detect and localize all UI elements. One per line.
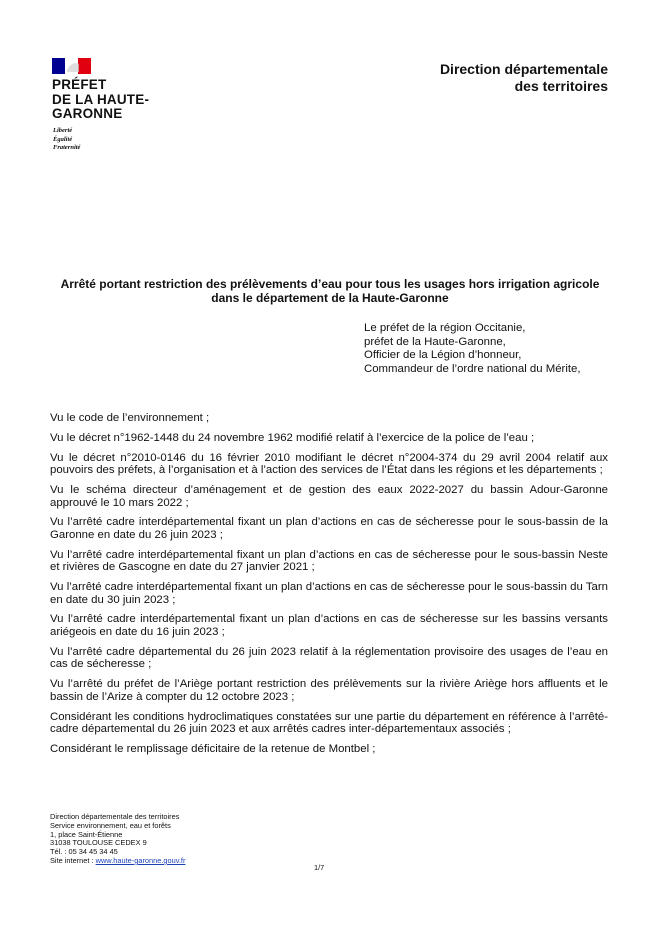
- qualification-line: Commandeur de l’ordre national du Mérite,: [364, 362, 581, 375]
- visas-list: [50, 412, 608, 763]
- direction-line: des territoires: [514, 78, 608, 94]
- title-line: dans le département de la Haute-Garonne: [211, 291, 449, 305]
- website-label: Site internet :: [50, 855, 96, 865]
- marianne-flag-logo: [52, 58, 91, 74]
- logo-line: PRÉFET: [52, 77, 107, 92]
- direction-line: Direction départementale: [439, 61, 608, 77]
- considerant-paragraph: Considérant le remplissage déficitaire de la retenue de Montbel ;: [50, 742, 376, 755]
- visa-paragraph: Vu le décret n°2010-0146 du 16 février 2010 modifiant le décret n°2004-374 du 29 avril 2004 relatif aux pouvoirs des préfets, à l’organisation et à l’action des services de l’État dans les régions et les départements ;: [50, 451, 608, 477]
- motto-line: Fraternité: [53, 144, 81, 151]
- visa-paragraph: Vu le code de l’environnement ;: [50, 412, 210, 424]
- prefet-logo-text: [52, 78, 149, 122]
- republic-motto: [53, 127, 80, 153]
- motto-line: Égalité: [53, 135, 73, 143]
- footer-line: Tél. : 05 34 45 34 45: [50, 847, 118, 857]
- logo-line: DE LA HAUTE-: [52, 91, 150, 107]
- footer-line: 31038 TOULOUSE CEDEX 9: [50, 838, 147, 848]
- visa-paragraph: Vu l’arrêté cadre interdépartemental fixant un plan d’actions en cas de sécheresse sur les bassins versants ariégeois en date du 16 juin 2023 ;: [50, 613, 608, 639]
- footer-line: 1, place Saint-Étienne: [50, 829, 123, 839]
- issuing-direction: [440, 61, 608, 95]
- visa-paragraph: Vu le schéma directeur d’aménagement et de gestion des eaux 2022-2027 du bassin Adour-Garonne approuvé le 10 mars 2022 ;: [50, 483, 608, 509]
- logo-line: GARONNE: [52, 106, 123, 121]
- visa-paragraph: Vu le décret n°1962-1448 du 24 novembre 1962 modifié relatif à l’exercice de la police de l’eau ;: [50, 431, 535, 444]
- qualification-line: Officier de la Légion d’honneur,: [364, 349, 522, 361]
- visa-paragraph: Vu l’arrêté cadre départemental du 26 juin 2023 relatif à la réglementation provisoire des usages de l’eau en cas de sécheresse ;: [50, 645, 608, 671]
- footer-line: Direction départementale des territoires: [50, 812, 180, 821]
- footer-address: [50, 813, 185, 866]
- visa-paragraph: Vu l’arrêté cadre interdépartemental fixant un plan d’actions en cas de sécheresse pour le sous-bassin Neste et rivières de Gascogne en date du 27 janvier 2021 ;: [50, 548, 608, 574]
- website-link[interactable]: www.haute-garonne.gouv.fr: [95, 855, 186, 865]
- visa-paragraph: Vu l’arrêté cadre interdépartemental fixant un plan d’actions en cas de sécheresse pour le sous-bassin de la Garonne en date du 26 juin 2023 ;: [50, 516, 608, 541]
- prefet-qualifications: [364, 322, 581, 376]
- considerant-paragraph: Considérant les conditions hydroclimatiques constatées sur une partie du département en référence à l’arrêté-cadre départemental du 26 juin 2023 et aux arrêtés cadres inter-départementaux associés ;: [50, 710, 608, 736]
- title-line: Arrêté portant restriction des prélèvements d’eau pour tous les usages hors irrigation agricole: [60, 277, 600, 291]
- footer-line: Service environnement, eau et forêts: [50, 820, 171, 830]
- footer-website-line: [50, 857, 185, 866]
- visa-paragraph: Vu l’arrêté du préfet de l’Ariège portant restriction des prélèvements sur la rivière Ariège hors affluents et le bassin de l’Arize à compter du 12 octobre 2023 ;: [50, 678, 608, 703]
- visa-paragraph: Vu l’arrêté cadre interdépartemental fixant un plan d’actions en cas de sécheresse pour le sous-bassin du Tarn en date du 30 juin 2023 ;: [50, 581, 608, 606]
- qualification-line: Le préfet de la région Occitanie,: [364, 322, 526, 334]
- motto-line: Liberté: [53, 127, 73, 134]
- qualification-line: préfet de la Haute-Garonne,: [364, 335, 506, 348]
- page-number: 1/7: [314, 863, 325, 872]
- arrete-title: [40, 277, 620, 305]
